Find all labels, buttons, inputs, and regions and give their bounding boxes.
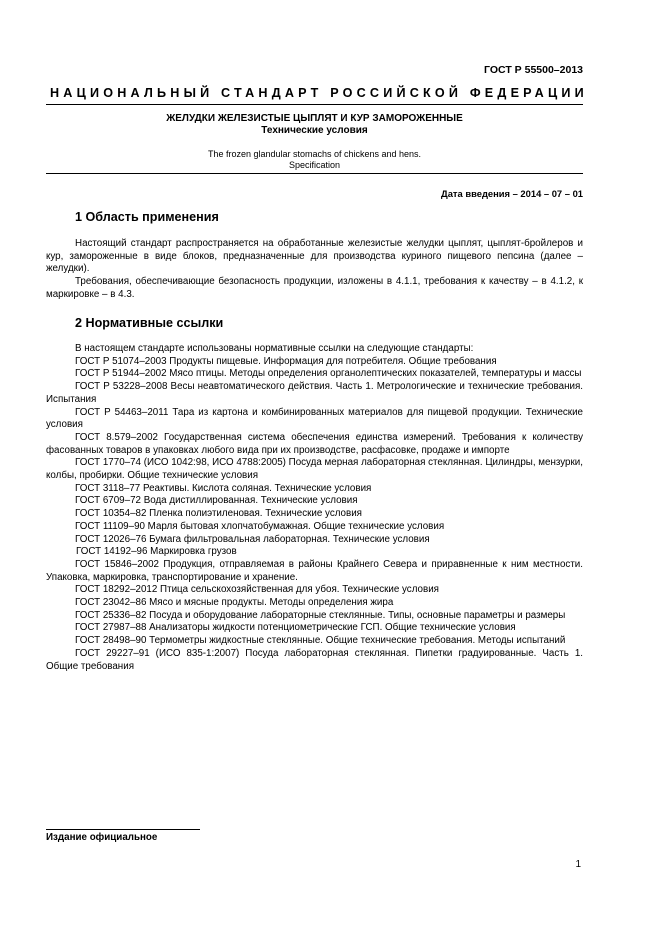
- document-title: [46, 113, 583, 137]
- footer-rule: [46, 829, 200, 830]
- title-subtitle: Технические условия: [261, 125, 368, 136]
- reference-item: ГОСТ 18292–2012 Птица сельскохозяйственная для убоя. Технические условия: [75, 584, 439, 596]
- section-1-heading: 1 Область применения: [75, 210, 219, 224]
- reference-item: ГОСТ Р 51074–2003 Продукты пищевые. Информация для потребителя. Общие требования: [75, 355, 497, 367]
- title-rule: [46, 173, 583, 174]
- reference-item: ГОСТ 14192–96 Маркировка грузов: [76, 546, 237, 558]
- english-title-subtitle: Specification: [288, 160, 341, 170]
- reference-item: ГОСТ Р 51944–2002 Мясо птицы. Методы определения органолептических показателей, температуры и массы: [75, 368, 582, 380]
- reference-item: ГОСТ 12026–76 Бумага фильтровальная лабораторная. Технические условия: [75, 533, 430, 545]
- english-title-main: The frozen glandular stomachs of chickens and hens.: [207, 149, 422, 159]
- reference-item: ГОСТ Р 54463–2011 Тара из картона и комбинированных материалов для пищевой продукции. Технические условия: [46, 406, 583, 431]
- reference-item: ГОСТ Р 53228–2008 Весы неавтоматического действия. Часть 1. Метрологические и технические требования. Испытания: [46, 381, 583, 405]
- official-edition-label: Издание официальное: [46, 832, 158, 843]
- reference-item: ГОСТ 28498–90 Термометры жидкостные стеклянные. Общие технические требования. Методы испытаний: [75, 635, 566, 647]
- paragraph: Требования, обеспечивающие безопасность продукции, изложены в 4.1.1, требования к качеству – в 4.1.2, к маркировке – в 4.3.: [46, 276, 583, 300]
- english-title: [46, 149, 583, 171]
- reference-item: ГОСТ 27987–88 Анализаторы жидкости потенциометрические ГСП. Общие технические условия: [75, 622, 516, 634]
- reference-item: ГОСТ 1770–74 (ИСО 1042:98, ИСО 4788:2005) Посуда мерная лабораторная стеклянная. Цилиндры, мензурки, колбы, пробирки. Общие технические условия: [46, 457, 583, 482]
- reference-item: ГОСТ 11109–90 Марля бытовая хлопчатобумажная. Общие технические условия: [75, 520, 445, 532]
- reference-item: ГОСТ 23042–86 Мясо и мясные продукты. Методы определения жира: [75, 597, 394, 609]
- section-1-body: [46, 238, 583, 302]
- document-code: ГОСТ Р 55500–2013: [484, 64, 583, 76]
- reference-item: ГОСТ 10354–82 Пленка полиэтиленовая. Технические условия: [75, 508, 362, 520]
- paragraph: Настоящий стандарт распространяется на обработанные железистые желудки цыплят, цыплят-бройлеров и кур, замороженные в виде блоков, предназначенные для производства куриного пищевого пепсина (далее – желудки).: [46, 238, 583, 275]
- section-2-body: [46, 343, 583, 673]
- header-rule: [46, 104, 583, 105]
- reference-item: ГОСТ 3118–77 Реактивы. Кислота соляная. Технические условия: [75, 482, 372, 494]
- paragraph: В настоящем стандарте использованы нормативные ссылки на следующие стандарты:: [75, 343, 474, 354]
- page-number: 1: [575, 859, 581, 870]
- national-standard-banner: НАЦИОНАЛЬНЫЙ СТАНДАРТ РОССИЙСКОЙ ФЕДЕРАЦИИ: [50, 86, 588, 100]
- reference-item: ГОСТ 15846–2002 Продукция, отправляемая в районы Крайнего Севера и приравненные к ним местности. Упаковка, маркировка, транспортирование и хранение.: [46, 558, 583, 583]
- section-2-heading: 2 Нормативные ссылки: [75, 316, 224, 330]
- introduction-date: Дата введения – 2014 – 07 – 01: [441, 188, 583, 199]
- reference-item: ГОСТ 8.579–2002 Государственная система обеспечения единства измерений. Требования к количеству фасованных товаров в упаковках любого вида при их производстве, расфасовке, продаже и импорте: [46, 431, 583, 456]
- reference-item: ГОСТ 6709–72 Вода дистиллированная. Технические условия: [75, 495, 358, 507]
- reference-item: ГОСТ 25336–82 Посуда и оборудование лабораторные стеклянные. Типы, основные параметры и размеры: [75, 609, 566, 621]
- reference-item: ГОСТ 29227–91 (ИСО 835-1:2007) Посуда лабораторная стеклянная. Пипетки градуированные. Часть 1. Общие требования: [46, 647, 583, 672]
- title-main: ЖЕЛУДКИ ЖЕЛЕЗИСТЫЕ ЦЫПЛЯТ И КУР ЗАМОРОЖЕННЫЕ: [166, 113, 463, 124]
